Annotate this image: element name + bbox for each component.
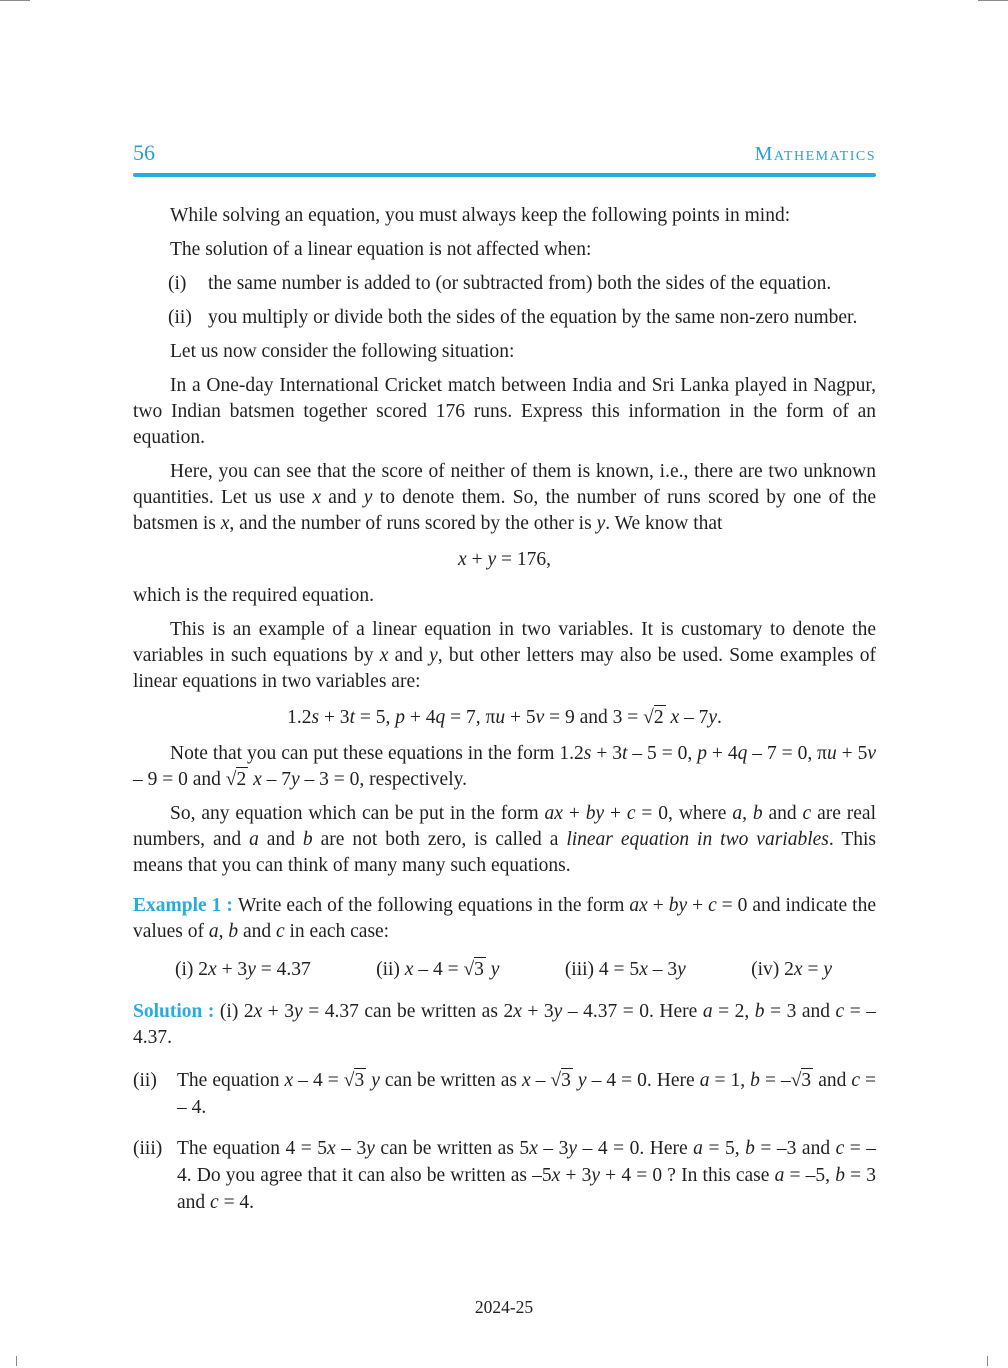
page-content xyxy=(133,140,876,1216)
example-equation-row xyxy=(133,957,876,983)
list-item-ii xyxy=(133,305,876,331)
header-rule xyxy=(133,173,876,177)
equation-linear-examples: 1.2s + 3t = 5, p + 4q = 7, πu + 5v = 9 and 3 = √2 x – 7y. xyxy=(287,707,722,728)
para-note-that: Note that you can put these equations in the form 1.2s + 3t – 5 = 0, p + 4q – 7 = 0, πu + 5v – 9 = 0 and √2 x – 7y – 3 = 0, respectively. xyxy=(133,743,877,790)
example-eq-ii: (ii) x – 4 = √3 y xyxy=(376,959,500,980)
solution-item-ii xyxy=(133,1067,876,1121)
para-here-you-can: Here, you can see that the score of neither of them is known, i.e., there are two unknown quantities. Let us use x and y to denote them. So, the number of runs scored by one of the batsmen is x, and the number of runs scored by the other is y. We know that xyxy=(133,461,877,534)
crop-mark-top-left xyxy=(0,0,30,1)
list-text-i: the same number is added to (or subtracted from) both the sides of the equation. xyxy=(208,273,832,294)
page-header xyxy=(133,140,876,166)
header-rule-wrap xyxy=(133,173,876,177)
para-example-1: Example 1 : Write each of the following equations in the form ax + by + c = 0 and indicate the values of a, b and c in each case: xyxy=(133,895,876,942)
solution-text-iii: The equation 4 = 5x – 3y can be written as 5x – 3y – 4 = 0. Here a = 5, b = –3 and c = – 4. Do you agree that it can also be written as –5x + 3y + 4 = 0 ? In this case a = –5, b = 3 and c = 4. xyxy=(177,1138,877,1213)
equation-x-plus-y-176: x + y = 176, xyxy=(458,549,551,570)
solution-text-ii: The equation x – 4 = √3 y can be written as x – √3 y – 4 = 0. Here a = 1, b = –√3 and c = – 4. xyxy=(177,1070,877,1118)
list-text-ii: you multiply or divide both the sides of the equation by the same non-zero number. xyxy=(208,307,858,328)
list-label-ii: (ii) xyxy=(168,307,192,328)
page-footer: 2024-25 xyxy=(474,1297,534,1317)
example-eq-iii: (iii) 4 = 5x – 3y xyxy=(564,959,686,980)
para-required-equation: which is the required equation. xyxy=(133,585,374,606)
solution-item-iii xyxy=(133,1135,876,1216)
para-while-solving: While solving an equation, you must always keep the following points in mind: xyxy=(170,205,791,226)
solution-label-ii: (ii) xyxy=(133,1070,157,1091)
example-eq-iv: (iv) 2x = y xyxy=(751,959,832,980)
crop-mark-top-right xyxy=(978,0,1008,1)
header-title: Mathematics xyxy=(754,143,876,165)
para-cricket: In a One-day International Cricket match between India and Sri Lanka played in Nagpur, two Indian batsmen together scored 176 runs. Express this information in the form of an equation. xyxy=(133,375,876,448)
para-so-any-equation: So, any equation which can be put in the form ax + by + c = 0, where a, b and c are real numbers, and a and b are not both zero, is called a linear equation in two variables. This means that you can think of many many such equations. xyxy=(133,803,877,876)
crop-mark-bottom-left xyxy=(16,1356,17,1366)
list-label-i: (i) xyxy=(168,273,187,294)
page-number: 56 xyxy=(133,140,155,165)
example-eq-i: (i) 2x + 3y = 4.37 xyxy=(175,959,311,980)
crop-mark-bottom-right xyxy=(987,1356,988,1366)
para-this-is-example: This is an example of a linear equation in two variables. It is customary to denote the variables in such equations by x and y, but other letters may also be used. Some examples of linear equations in two variables are: xyxy=(133,619,877,692)
para-solution-i: Solution : (i) 2x + 3y = 4.37 can be written as 2x + 3y – 4.37 = 0. Here a = 2, b = 3 and c = – 4.37. xyxy=(133,1001,876,1048)
list-item-i xyxy=(133,271,876,297)
solution-label-iii: (iii) xyxy=(133,1138,163,1159)
para-solution-not-affected: The solution of a linear equation is not affected when: xyxy=(170,239,592,260)
para-let-us: Let us now consider the following situation: xyxy=(170,341,515,362)
